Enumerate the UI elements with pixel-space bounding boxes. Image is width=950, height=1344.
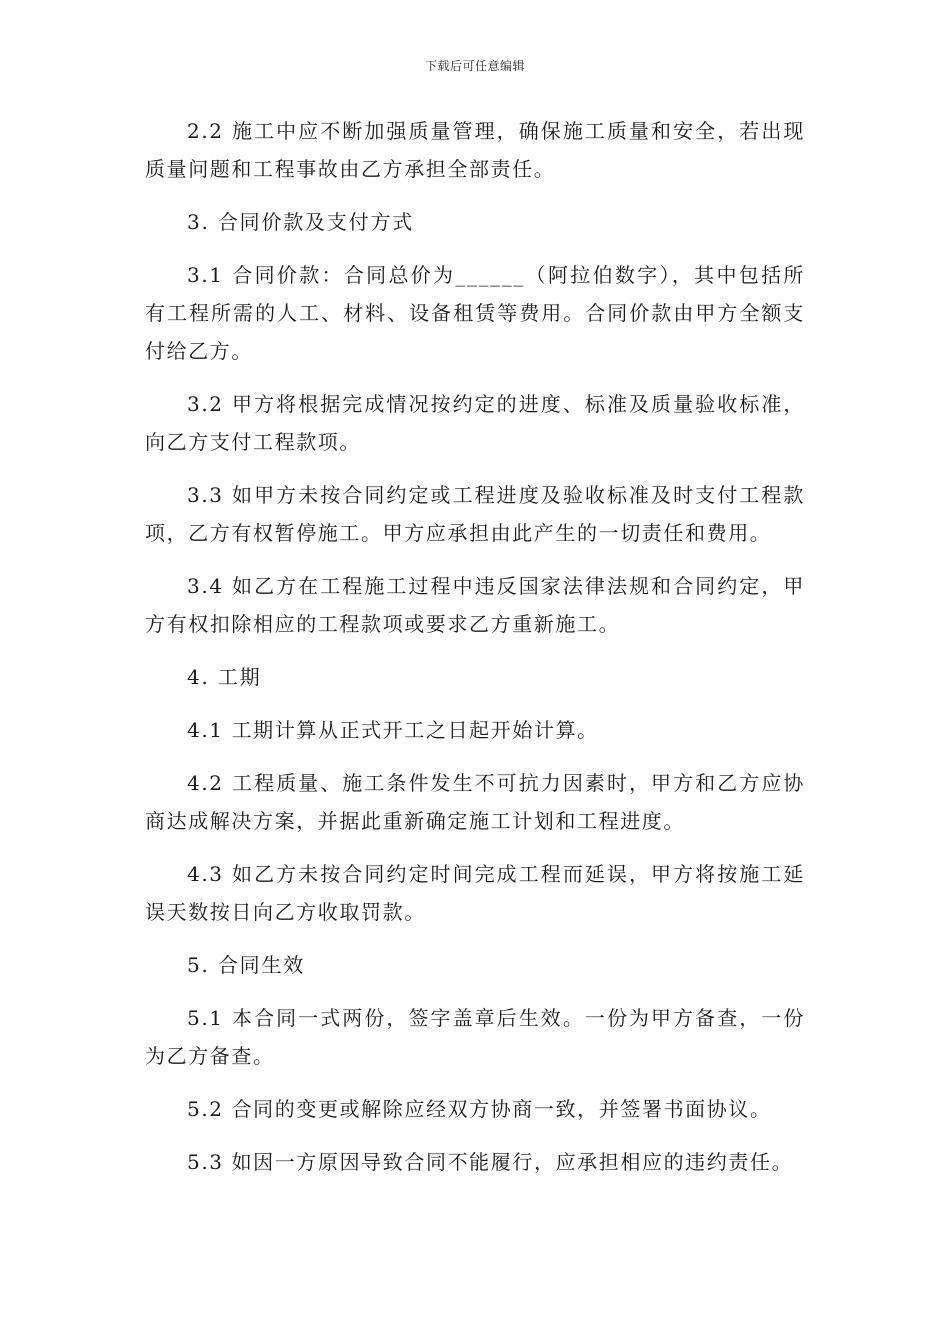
section-heading-4: 4. 工期 xyxy=(187,665,262,689)
clause-4-3: 4.3 如乙方未按合同约定时间完成工程而延误，甲方将按施工延误天数按日向乙方收取罚款。 xyxy=(145,862,805,924)
clause-2-2: 2.2 施工中应不断加强质量管理，确保施工质量和安全，若出现质量问题和工程事故由乙方承担全部责任。 xyxy=(145,119,805,181)
clause-4-1: 4.1 工期计算从正式开工之日起开始计算。 xyxy=(187,718,599,742)
clause-3-3: 3.3 如甲方未按合同约定或工程进度及验收标准及时支付工程款项，乙方有权暂停施工。甲方应承担由此产生的一切责任和费用。 xyxy=(145,483,805,545)
clause-5-1: 5.1 本合同一式两份，签字盖章后生效。一份为甲方备查，一份为乙方备查。 xyxy=(145,1006,805,1068)
clause-3-2: 3.2 甲方将根据完成情况按约定的进度、标准及质量验收标准，向乙方支付工程款项。 xyxy=(145,392,805,454)
clause-5-2: 5.2 合同的变更或解除应经双方协商一致，并签署书面协议。 xyxy=(187,1097,772,1121)
clause-5-3: 5.3 如因一方原因导致合同不能履行，应承担相应的违约责任。 xyxy=(187,1150,794,1174)
clause-4-2: 4.2 工程质量、施工条件发生不可抗力因素时，甲方和乙方应协商达成解决方案，并据此重新确定施工计划和工程进度。 xyxy=(145,771,805,833)
section-heading-3: 3. 合同价款及支付方式 xyxy=(187,210,415,234)
clause-3-1: 3.1 合同价款：合同总价为______（阿拉伯数字），其中包括所有工程所需的人工、材料、设备租赁等费用。合同价款由甲方全额支付给乙方。 xyxy=(145,263,805,363)
section-heading-5: 5. 合同生效 xyxy=(187,953,306,977)
header-note: 下载后可任意编辑 xyxy=(424,59,525,73)
contract-body xyxy=(145,112,805,1196)
clause-3-4: 3.4 如乙方在工程施工过程中违反国家法律法规和合同约定，甲方有权扣除相应的工程款项或要求乙方重新施工。 xyxy=(145,574,805,636)
